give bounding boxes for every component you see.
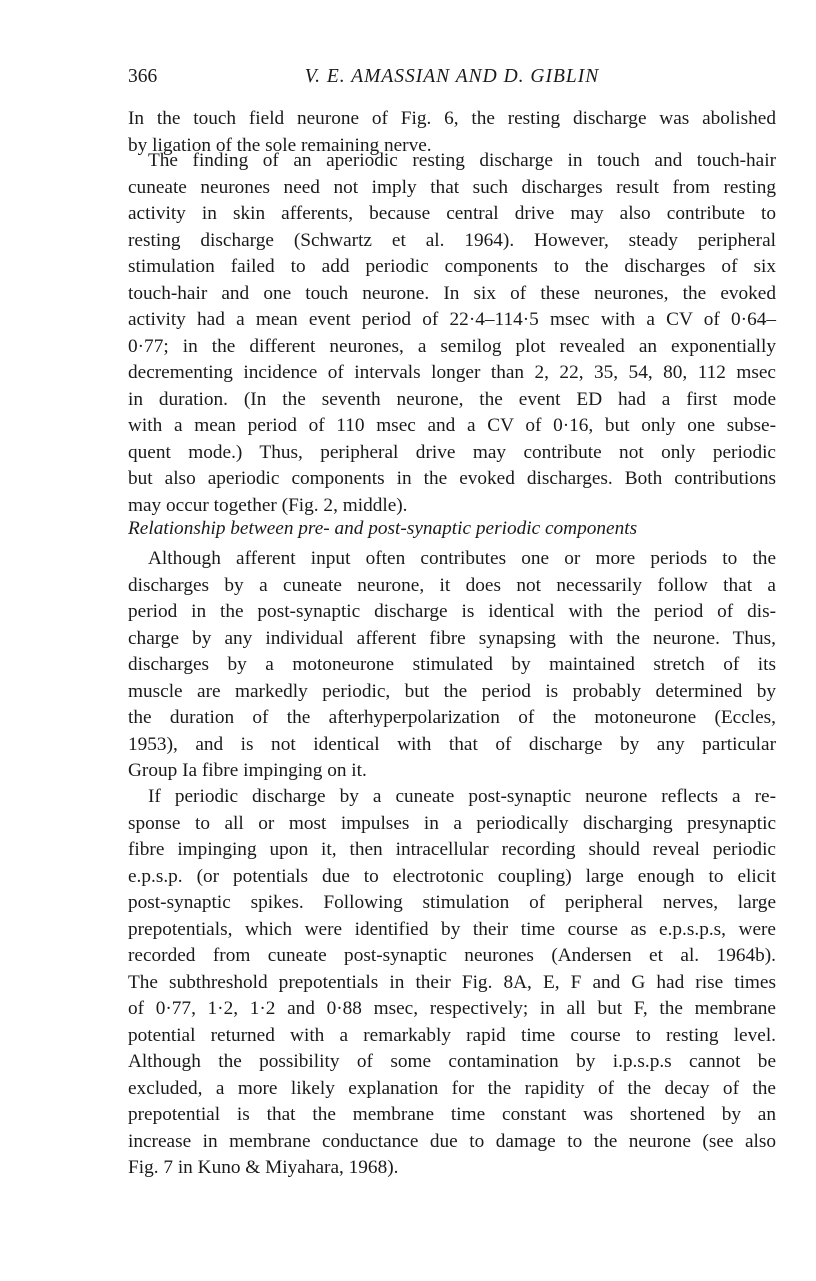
- text-line: with a mean period of 110 msec and a CV of 0·16, but only one subse-: [128, 415, 776, 436]
- text-line: cuneate neurones need not imply that such discharges result from resting: [128, 176, 776, 198]
- text-line: activity in skin afferents, because central drive may also contribute to: [128, 203, 776, 224]
- text-line: The subthreshold prepotentials in their Fig. 8A, E, F and G had rise times: [128, 971, 776, 993]
- text-line: period in the post-synaptic discharge is identical with the period of dis-: [128, 601, 776, 622]
- paragraph-pre-post-synaptic: [128, 546, 776, 785]
- text-line: Fig. 7 in Kuno & Miyahara, 1968).: [128, 1157, 399, 1178]
- text-line: potential returned with a remarkably rapid time course to resting level.: [128, 1024, 776, 1046]
- section-heading: Relationship between pre- and post-synaptic periodic components: [128, 518, 638, 539]
- paragraph-intracellular-recording: [128, 784, 776, 1182]
- text-line: may occur together (Fig. 2, middle).: [128, 494, 408, 516]
- text-line: post-synaptic spikes. Following stimulation of peripheral nerves, large: [128, 892, 776, 913]
- text-line: The finding of an aperiodic resting discharge in touch and touch-hair: [148, 150, 776, 171]
- text-line: e.p.s.p. (or potentials due to electrotonic coupling) large enough to elicit: [128, 865, 776, 887]
- text-line: Although afferent input often contributes one or more periods to the: [148, 548, 776, 569]
- text-line: quent mode.) Thus, peripheral drive may contribute not only periodic: [128, 441, 776, 463]
- text-line: If periodic discharge by a cuneate post-synaptic neurone reflects a re-: [148, 786, 776, 807]
- text-line: the duration of the afterhyperpolarization of the motoneurone (Eccles,: [128, 707, 776, 728]
- text-line: prepotential is that the membrane time constant was shortened by an: [128, 1104, 776, 1125]
- text-line: 1953), and is not identical with that of discharge by any particular: [128, 733, 776, 755]
- text-line: stimulation failed to add periodic components to the discharges of six: [128, 256, 776, 277]
- text-line: Group Ia fibre impinging on it.: [128, 760, 367, 781]
- text-line: decrementing incidence of intervals longer than 2, 22, 35, 54, 80, 112 msec: [128, 362, 776, 383]
- text-line: muscle are markedly periodic, but the period is probably determined by: [128, 680, 776, 702]
- text-line: resting discharge (Schwartz et al. 1964). However, steady peripheral: [128, 229, 776, 251]
- text-line: discharges by a motoneurone stimulated by maintained stretch of its: [128, 654, 776, 675]
- text-line: sponse to all or most impulses in a periodically discharging presynaptic: [128, 812, 776, 834]
- running-title-authors: V. E. AMASSIAN AND D. GIBLIN: [304, 66, 600, 87]
- running-head: [128, 66, 776, 96]
- text-line: prepotentials, which were identified by their time course as e.p.s.p.s, were: [128, 918, 776, 940]
- text-line: charge by any individual afferent fibre synapsing with the neurone. Thus,: [128, 627, 776, 649]
- paragraph-aperiodic-discharge: [128, 148, 776, 519]
- text-line: recorded from cuneate post-synaptic neurones (Andersen et al. 1964b).: [128, 945, 776, 966]
- text-line: activity had a mean event period of 22·4–114·5 msec with a CV of 0·64–: [128, 309, 776, 330]
- text-line: touch-hair and one touch neurone. In six of these neurones, the evoked: [128, 282, 776, 304]
- text-line: in duration. (In the seventh neurone, the event ED had a first mode: [128, 388, 776, 410]
- page-number: 366: [128, 66, 158, 87]
- text-line: excluded, a more likely explanation for the rapidity of the decay of the: [128, 1077, 776, 1099]
- text-line: of 0·77, 1·2, 1·2 and 0·88 msec, respectively; in all but F, the membrane: [128, 998, 776, 1019]
- text-line: increase in membrane conductance due to damage to the neurone (see also: [128, 1130, 776, 1152]
- text-line: but also aperiodic components in the evoked discharges. Both contributions: [128, 468, 776, 489]
- text-line: discharges by a cuneate neurone, it does not necessarily follow that a: [128, 574, 776, 596]
- text-line: 0·77; in the different neurones, a semilog plot revealed an exponentially: [128, 335, 776, 357]
- text-line: by ligation of the sole remaining nerve.: [128, 134, 432, 156]
- text-line: Although the possibility of some contamination by i.p.s.p.s cannot be: [128, 1051, 776, 1072]
- text-line: In the touch field neurone of Fig. 6, the resting discharge was abolished: [128, 108, 776, 129]
- text-line: fibre impinging upon it, then intracellular recording should reveal periodic: [128, 839, 776, 860]
